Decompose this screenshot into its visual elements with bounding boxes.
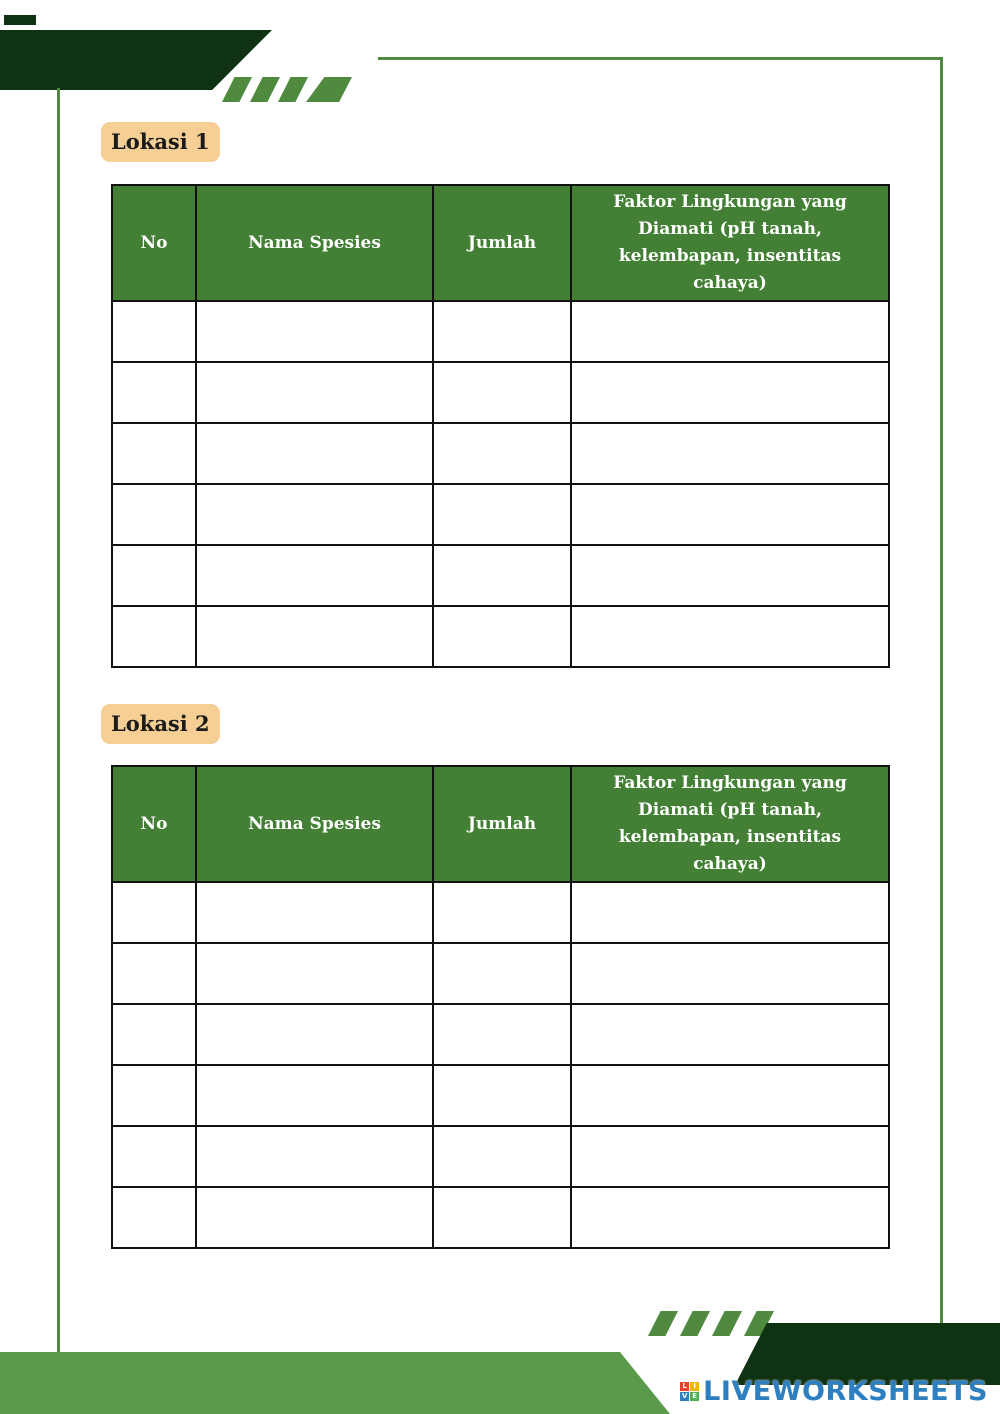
column-header-species: Nama Spesies bbox=[196, 185, 433, 301]
cell-environment[interactable] bbox=[571, 362, 889, 423]
cell-count[interactable] bbox=[433, 1004, 571, 1065]
observation-table-1 bbox=[111, 184, 890, 668]
cell-no[interactable] bbox=[112, 1187, 196, 1248]
cell-no[interactable] bbox=[112, 545, 196, 606]
cell-no[interactable] bbox=[112, 882, 196, 943]
cell-species[interactable] bbox=[196, 882, 433, 943]
cell-no[interactable] bbox=[112, 301, 196, 362]
stripe-decoration bbox=[222, 77, 252, 102]
cell-environment[interactable] bbox=[571, 1187, 889, 1248]
cell-species[interactable] bbox=[196, 301, 433, 362]
stripe-decoration bbox=[680, 1311, 710, 1336]
cell-species[interactable] bbox=[196, 606, 433, 667]
cell-count[interactable] bbox=[433, 362, 571, 423]
cell-species[interactable] bbox=[196, 423, 433, 484]
cell-no[interactable] bbox=[112, 1126, 196, 1187]
stripe-decoration bbox=[712, 1311, 742, 1336]
cell-count[interactable] bbox=[433, 1065, 571, 1126]
table-row bbox=[112, 882, 889, 943]
location-2-label: Lokasi 2 bbox=[101, 704, 220, 744]
observation-table-2 bbox=[111, 765, 890, 1249]
table-row bbox=[112, 362, 889, 423]
column-header-environment: Faktor Lingkungan yang Diamati (pH tanah, kelembapan, insentitas cahaya) bbox=[571, 766, 889, 882]
corner-mark bbox=[4, 15, 36, 25]
cell-species[interactable] bbox=[196, 1126, 433, 1187]
cell-species[interactable] bbox=[196, 943, 433, 1004]
cell-environment[interactable] bbox=[571, 484, 889, 545]
stripe-decoration bbox=[250, 77, 280, 102]
table-row bbox=[112, 484, 889, 545]
cell-environment[interactable] bbox=[571, 882, 889, 943]
cell-no[interactable] bbox=[112, 362, 196, 423]
frame-left-line bbox=[57, 88, 60, 1358]
table-row bbox=[112, 1187, 889, 1248]
stripe-decoration bbox=[278, 77, 308, 102]
cell-environment[interactable] bbox=[571, 1065, 889, 1126]
cell-environment[interactable] bbox=[571, 1126, 889, 1187]
table-header-row bbox=[112, 766, 889, 882]
cell-count[interactable] bbox=[433, 484, 571, 545]
cell-species[interactable] bbox=[196, 545, 433, 606]
table-row bbox=[112, 301, 889, 362]
cell-count[interactable] bbox=[433, 1187, 571, 1248]
liveworksheets-logo-icon: L I V E bbox=[680, 1382, 699, 1401]
table-header-row bbox=[112, 185, 889, 301]
table-row bbox=[112, 606, 889, 667]
watermark-text: LIVEWORKSHEETS bbox=[703, 1376, 988, 1407]
cell-count[interactable] bbox=[433, 301, 571, 362]
table-row bbox=[112, 1065, 889, 1126]
column-header-no: No bbox=[112, 766, 196, 882]
stripe-decoration bbox=[306, 77, 352, 102]
cell-species[interactable] bbox=[196, 1004, 433, 1065]
cell-count[interactable] bbox=[433, 882, 571, 943]
stripe-decoration bbox=[648, 1311, 678, 1336]
frame-right-line bbox=[940, 57, 943, 1327]
cell-environment[interactable] bbox=[571, 1004, 889, 1065]
location-1-label: Lokasi 1 bbox=[101, 122, 220, 162]
cell-no[interactable] bbox=[112, 423, 196, 484]
cell-environment[interactable] bbox=[571, 545, 889, 606]
column-header-no: No bbox=[112, 185, 196, 301]
cell-count[interactable] bbox=[433, 423, 571, 484]
cell-count[interactable] bbox=[433, 545, 571, 606]
cell-environment[interactable] bbox=[571, 301, 889, 362]
liveworksheets-watermark bbox=[680, 1376, 988, 1407]
cell-no[interactable] bbox=[112, 1065, 196, 1126]
table-row bbox=[112, 1126, 889, 1187]
frame-top-line bbox=[378, 57, 943, 60]
top-left-band bbox=[0, 30, 272, 90]
cell-environment[interactable] bbox=[571, 943, 889, 1004]
cell-no[interactable] bbox=[112, 943, 196, 1004]
cell-no[interactable] bbox=[112, 484, 196, 545]
column-header-count: Jumlah bbox=[433, 766, 571, 882]
cell-count[interactable] bbox=[433, 1126, 571, 1187]
table-row bbox=[112, 423, 889, 484]
cell-no[interactable] bbox=[112, 1004, 196, 1065]
cell-count[interactable] bbox=[433, 943, 571, 1004]
cell-species[interactable] bbox=[196, 362, 433, 423]
cell-environment[interactable] bbox=[571, 606, 889, 667]
cell-species[interactable] bbox=[196, 1065, 433, 1126]
table-row bbox=[112, 943, 889, 1004]
cell-environment[interactable] bbox=[571, 423, 889, 484]
table-row bbox=[112, 1004, 889, 1065]
table-row bbox=[112, 545, 889, 606]
cell-no[interactable] bbox=[112, 606, 196, 667]
cell-count[interactable] bbox=[433, 606, 571, 667]
cell-species[interactable] bbox=[196, 1187, 433, 1248]
column-header-environment: Faktor Lingkungan yang Diamati (pH tanah, kelembapan, insentitas cahaya) bbox=[571, 185, 889, 301]
column-header-species: Nama Spesies bbox=[196, 766, 433, 882]
column-header-count: Jumlah bbox=[433, 185, 571, 301]
cell-species[interactable] bbox=[196, 484, 433, 545]
